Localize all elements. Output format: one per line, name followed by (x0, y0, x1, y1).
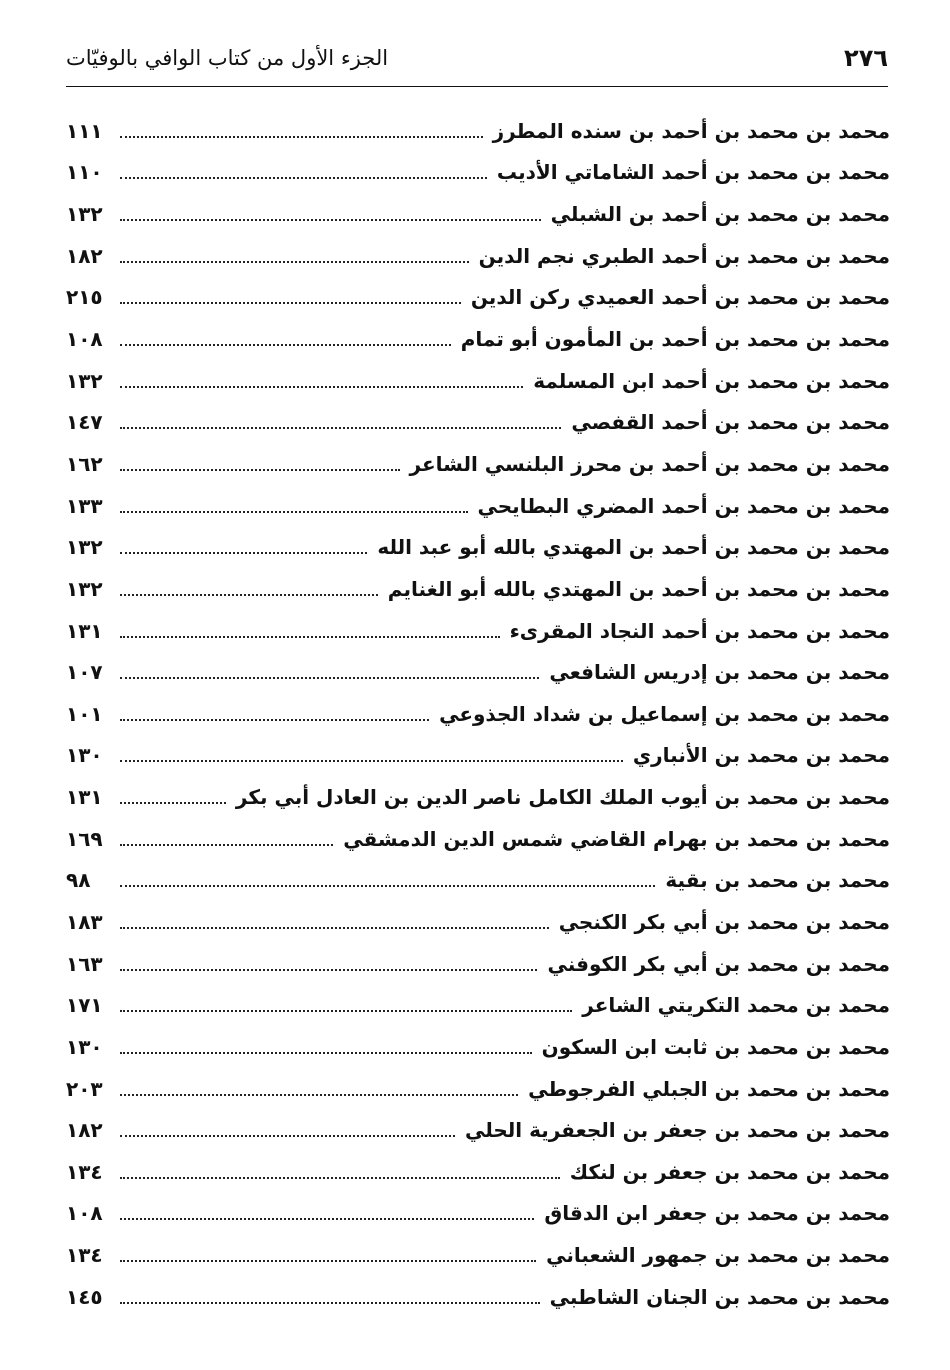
entry-page-number: ١٣٢ (66, 368, 103, 393)
entry-name: محمد بن محمد بن بقية (665, 868, 890, 893)
dot-leader (120, 677, 539, 679)
entry-name: محمد بن محمد بن أحمد الشاماتي الأديب (496, 160, 890, 185)
page-number: ٢٧٦ (844, 44, 888, 72)
index-entry (66, 568, 890, 610)
dot-leader (120, 885, 655, 887)
index-entry (66, 1151, 890, 1193)
dot-leader (120, 302, 461, 304)
entry-page-number: ١٣٠ (66, 743, 103, 768)
entry-page-number: ٢٠٣ (66, 1076, 103, 1101)
entry-page-number: ١٣٢ (66, 535, 103, 560)
entry-name: محمد بن محمد بن أحمد ابن المسلمة (533, 368, 890, 393)
index-entry (66, 818, 890, 860)
dot-leader (120, 636, 500, 638)
dot-leader (120, 552, 367, 554)
index-entry (66, 860, 890, 902)
entry-page-number: ١٠٧ (66, 660, 103, 685)
entry-page-number: ١٣١ (66, 618, 103, 643)
index-entry (66, 901, 890, 943)
dot-leader (120, 844, 333, 846)
dot-leader (120, 927, 549, 929)
index-entry (66, 443, 890, 485)
dot-leader (120, 386, 523, 388)
entry-page-number: ١١٠ (66, 160, 103, 185)
entry-name: محمد بن محمد بن الأنباري (632, 743, 890, 768)
index-entry (66, 485, 890, 527)
dot-leader (120, 344, 451, 346)
dot-leader (120, 1135, 455, 1137)
entry-name: محمد بن محمد بن أحمد بن محرز البلنسي الشاعر (409, 451, 890, 476)
index-list (66, 110, 890, 1318)
entry-name: محمد بن محمد بن أبي بكر الكوفني (547, 951, 890, 976)
entry-name: محمد بن محمد بن أحمد القفصي (571, 410, 890, 435)
dot-leader (120, 261, 469, 263)
index-entry (66, 360, 890, 402)
entry-page-number: ١٤٧ (66, 410, 103, 435)
header-rule (66, 86, 888, 87)
dot-leader (120, 1010, 572, 1012)
index-entry (66, 693, 890, 735)
entry-page-number: ١٣١ (66, 785, 103, 810)
index-entry (66, 110, 890, 152)
entry-name: محمد بن محمد بن الجبلي الفرجوطي (528, 1076, 890, 1101)
dot-leader (120, 760, 623, 762)
entry-name: محمد بن محمد بن ثابت ابن السكون (541, 1034, 890, 1059)
dot-leader (120, 1302, 540, 1304)
entry-name: محمد بن محمد بن أحمد بن المهتدي بالله أبو عبد الله (377, 535, 890, 560)
dot-leader (120, 177, 487, 179)
index-entry (66, 1234, 890, 1276)
entry-name: محمد بن محمد بن أحمد المضري البطايحي (477, 493, 890, 518)
dot-leader (120, 594, 378, 596)
entry-page-number: ١٣٤ (66, 1159, 103, 1184)
entry-page-number: ١٦٣ (66, 951, 103, 976)
index-entry (66, 1026, 890, 1068)
index-entry (66, 318, 890, 360)
entry-page-number: ١٠٨ (66, 1201, 103, 1226)
entry-name: محمد بن محمد بن أحمد بن المأمون أبو تمام (460, 327, 890, 352)
entry-page-number: ١٣٠ (66, 1034, 103, 1059)
index-entry (66, 277, 890, 319)
entry-page-number: ١٨٢ (66, 243, 103, 268)
entry-name: محمد بن محمد بن جمهور الشعباني (546, 1243, 890, 1268)
entry-page-number: ١٧١ (66, 993, 103, 1018)
index-entry (66, 1193, 890, 1235)
entry-page-number: ٢١٥ (66, 285, 103, 310)
dot-leader (120, 136, 483, 138)
dot-leader (120, 802, 226, 804)
page-header (66, 36, 888, 80)
entry-page-number: ١٣٢ (66, 576, 103, 601)
entry-page-number: ١٨٢ (66, 1118, 103, 1143)
entry-page-number: ١١١ (66, 118, 103, 143)
index-entry (66, 610, 890, 652)
index-entry (66, 526, 890, 568)
dot-leader (120, 219, 541, 221)
running-title: الجزء الأول من كتاب الوافي بالوفيّات (66, 46, 389, 70)
entry-page-number: ١٨٣ (66, 909, 103, 934)
index-entry (66, 1276, 890, 1318)
entry-page-number: ١٦٩ (66, 826, 103, 851)
entry-name: محمد بن محمد بن جعفر بن لنكك (569, 1159, 890, 1184)
dot-leader (120, 1218, 534, 1220)
dot-leader (120, 1260, 536, 1262)
entry-page-number: ١٣٣ (66, 493, 103, 518)
index-entry (66, 651, 890, 693)
dot-leader (120, 1094, 518, 1096)
entry-name: محمد بن محمد بن الجنان الشاطبي (549, 1284, 890, 1309)
entry-name: محمد بن محمد بن بهرام القاضي شمس الدين الدمشقي (343, 826, 890, 851)
dot-leader (120, 969, 537, 971)
entry-page-number: ٩٨ (66, 868, 91, 893)
entry-name: محمد بن محمد بن أحمد بن المهتدي بالله أبو الغنايم (387, 576, 890, 601)
entry-name: محمد بن محمد بن أيوب الملك الكامل ناصر الدين بن العادل أبي بكر (235, 785, 890, 810)
dot-leader (120, 469, 400, 471)
entry-name: محمد بن محمد بن أحمد النجاد المقرىء (509, 618, 890, 643)
entry-name: محمد بن محمد التكريتي الشاعر (582, 993, 890, 1018)
index-entry (66, 235, 890, 277)
dot-leader (120, 1177, 560, 1179)
entry-name: محمد بن محمد بن أحمد بن سنده المطرز (492, 118, 890, 143)
dot-leader (120, 511, 468, 513)
entry-name: محمد بن محمد بن جعفر بن الجعفرية الحلي (464, 1118, 890, 1143)
entry-page-number: ١٣٢ (66, 202, 103, 227)
index-entry (66, 152, 890, 194)
index-entry (66, 943, 890, 985)
index-entry (66, 776, 890, 818)
entry-page-number: ١٤٥ (66, 1284, 103, 1309)
entry-name: محمد بن محمد بن أبي بكر الكنجي (558, 909, 890, 934)
entry-page-number: ١٠١ (66, 701, 103, 726)
dot-leader (120, 719, 429, 721)
entry-name: محمد بن محمد بن أحمد العميدي ركن الدين (470, 285, 890, 310)
entry-name: محمد بن محمد بن إدريس الشافعي (549, 660, 890, 685)
index-entry (66, 735, 890, 777)
index-entry (66, 1109, 890, 1151)
dot-leader (120, 1052, 532, 1054)
entry-page-number: ١٣٤ (66, 1243, 103, 1268)
index-entry (66, 193, 890, 235)
entry-name: محمد بن محمد بن جعفر ابن الدقاق (544, 1201, 890, 1226)
index-entry (66, 401, 890, 443)
entry-page-number: ١٠٨ (66, 327, 103, 352)
entry-name: محمد بن محمد بن أحمد الطبري نجم الدين (478, 243, 890, 268)
entry-name: محمد بن محمد بن أحمد بن الشبلي (550, 202, 890, 227)
index-entry (66, 1068, 890, 1110)
index-entry (66, 984, 890, 1026)
entry-name: محمد بن محمد بن إسماعيل بن شداد الجذوعي (439, 701, 890, 726)
entry-page-number: ١٦٢ (66, 451, 103, 476)
dot-leader (120, 427, 561, 429)
